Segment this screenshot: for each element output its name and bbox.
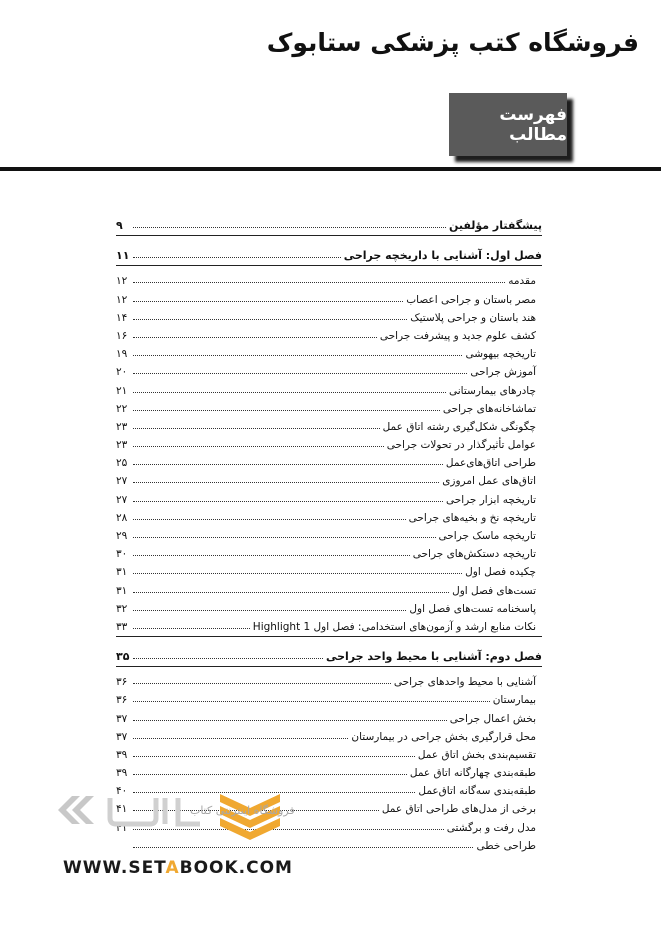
toc-entry-label: فصل اول: آشنایی با داریخچه جراحی (343, 249, 542, 263)
toc-entry-label: تاریخچه ابزار جراحی (445, 493, 536, 506)
toc-entry-label: آموزش جراحی (470, 366, 536, 379)
toc-entry-page: ۳۶ (116, 676, 128, 689)
table-of-contents (116, 214, 542, 852)
toc-entry-label: مصر باستان و جراحی اعصاب (406, 293, 536, 306)
toc-entry-label: طبقه‌بندی سه‌گانه اتاق‌عمل (418, 785, 536, 798)
toc-entry-page: ۲۹ (116, 530, 128, 542)
toc-entry-page: ۳۹ (116, 748, 128, 761)
toc-row[interactable] (116, 433, 542, 451)
toc-entry-label: طراحی خطی (476, 839, 536, 852)
toc-entry-page: ۲۰ (116, 366, 128, 379)
leader-dots (133, 282, 505, 283)
toc-row[interactable] (116, 743, 542, 761)
toc-row[interactable] (116, 706, 542, 724)
leader-dots (133, 482, 439, 483)
leader-dots (133, 319, 407, 320)
toc-row[interactable] (116, 378, 542, 396)
toc-chapter-row[interactable] (116, 643, 542, 663)
store-title: فروشگاه کتب پزشکی ستابوک (266, 28, 639, 57)
toc-entry-label: پیشگفتار مؤلفین (448, 219, 542, 233)
section-divider (116, 636, 542, 637)
leader-dots (133, 519, 406, 520)
toc-entry-page: ۳۲ (116, 602, 128, 615)
toc-entry-label: آشنایی با محیط واحدهای جراحی (393, 676, 536, 689)
toc-row[interactable] (116, 615, 542, 633)
toc-entry-label: چگونگی شکل‌گیری رشته اتاق عمل (382, 420, 536, 433)
toc-entry-page: ۱۲ (116, 275, 128, 288)
url-suffix: BOOK.COM (179, 858, 293, 878)
toc-entry-page: ۲۱ (116, 384, 128, 397)
toc-entry-label: پاسخنامه تست‌های فصل اول (409, 602, 536, 615)
leader-dots (133, 337, 377, 338)
toc-entry-label: طراحی اتاق‌های‌عمل (445, 457, 536, 470)
toc-entry-page: ۴۰ (116, 785, 128, 798)
section-divider (116, 235, 542, 236)
toc-row[interactable] (116, 287, 542, 305)
leader-dots (133, 573, 462, 574)
toc-entry-page: ۳۷ (116, 730, 128, 743)
toc-entry-label: تاریخچه بیهوشی (465, 348, 536, 361)
toc-entry-page: ۱۱ (116, 249, 130, 263)
leader-dots (133, 756, 415, 757)
chevron-arrows-icon (58, 796, 94, 824)
toc-entry-label: برخی از مدل‌های طراحی اتاق عمل (381, 803, 536, 816)
toc-entry-page: ۲۷ (116, 493, 128, 506)
toc-row[interactable] (116, 451, 542, 469)
toc-entry-page: ۳۶ (116, 694, 128, 707)
toc-row[interactable] (116, 487, 542, 505)
toc-entry-label: تاریخچه دستکش‌های جراحی (412, 548, 536, 561)
toc-row[interactable] (116, 506, 542, 524)
toc-entry-label: تماشاخانه‌های جراحی (442, 402, 536, 415)
leader-dots (133, 464, 443, 465)
toc-row[interactable] (116, 360, 542, 378)
toc-entry-label: چکیده فصل اول (465, 566, 536, 579)
toc-entry-label: مقدمه (508, 275, 536, 288)
toc-entry-page: ۳۷ (116, 712, 128, 725)
toc-row[interactable] (116, 670, 542, 688)
toc-row[interactable] (116, 342, 542, 360)
toc-entry-label: تاریخچه ماسک جراحی (438, 530, 536, 542)
toc-entry-page: ۹ (116, 219, 123, 233)
leader-dots (133, 410, 440, 411)
toc-row[interactable] (116, 324, 542, 342)
toc-entry-page: ۲۳ (116, 439, 128, 452)
toc-chapter-row[interactable] (116, 242, 542, 262)
toc-entry-page: ۳۰ (116, 548, 128, 561)
toc-entry-page: ۱۶ (116, 329, 128, 342)
leader-dots (133, 501, 443, 502)
leader-dots (133, 257, 341, 258)
leader-dots (133, 720, 447, 721)
leader-dots (133, 701, 490, 702)
toc-entry-label: طبقه‌بندی چهارگانه اتاق عمل (409, 767, 536, 780)
toc-entry-page: ۳۹ (116, 767, 128, 780)
leader-dots (133, 537, 436, 538)
watermark-tagline: فروشگاه اینترنتی کتاب (190, 804, 295, 817)
toc-entry-label: محل قرارگیری بخش جراحی در بیمارستان (351, 730, 536, 743)
top-rule (0, 167, 661, 171)
toc-heading-box (449, 93, 567, 156)
toc-entry-page: ۳۱ (116, 566, 128, 579)
url-accent: A (165, 858, 180, 878)
toc-row[interactable] (116, 542, 542, 560)
toc-entry-page: ۳۵ (116, 649, 130, 663)
toc-entry-page: ۲۵ (116, 457, 128, 470)
section-divider (116, 666, 542, 667)
leader-dots (133, 610, 406, 611)
toc-entry-page: ۴۱ (116, 803, 128, 816)
toc-row[interactable] (116, 725, 542, 743)
leader-dots (133, 628, 250, 629)
toc-row[interactable] (116, 578, 542, 596)
toc-entry-page: ۱۴ (116, 311, 128, 324)
toc-entry-page: ۴۱ (116, 821, 128, 834)
leader-dots (133, 774, 407, 775)
toc-row[interactable] (116, 397, 542, 415)
toc-entry-page: ۳۱ (116, 584, 128, 597)
toc-entry-label: نکات منابع ارشد و آزمون‌های استخدامی: فصل اول Highlight 1 (252, 620, 536, 633)
leader-dots (133, 555, 410, 556)
toc-entry-label: تقسیم‌بندی بخش اتاق عمل (417, 748, 536, 761)
leader-dots (133, 301, 403, 302)
leader-dots (133, 227, 446, 228)
toc-row[interactable] (116, 469, 542, 487)
toc-row[interactable] (116, 415, 542, 433)
toc-heading-row[interactable] (116, 214, 542, 232)
toc-entry-label: اتاق‌های عمل امروزی (442, 475, 536, 488)
toc-row[interactable] (116, 560, 542, 578)
toc-entry-page: ۲۸ (116, 511, 128, 524)
toc-row[interactable] (116, 306, 542, 324)
toc-row[interactable] (116, 524, 542, 542)
toc-entry-label: تست‌های فصل اول (452, 584, 536, 597)
toc-entry-label: هند باستان و جراحی پلاستیک (410, 311, 536, 324)
section-divider (116, 265, 542, 266)
leader-dots (133, 428, 380, 429)
toc-entry-label: کشف علوم جدید و پیشرفت جراحی (379, 329, 536, 342)
setabook-watermark-logo (50, 788, 290, 848)
toc-entry-page: ۲۳ (116, 420, 128, 433)
toc-entry-label: بیمارستان (492, 694, 536, 707)
toc-entry-label: تاریخچه نخ و بخیه‌های جراحی (408, 511, 536, 524)
toc-entry-label: عوامل تأثیرگذار در تحولات جراحی (386, 439, 536, 452)
leader-dots (133, 592, 449, 593)
toc-row[interactable] (116, 597, 542, 615)
toc-row[interactable] (116, 761, 542, 779)
toc-entry-page: ۱۹ (116, 348, 128, 361)
toc-row[interactable] (116, 688, 542, 706)
toc-row[interactable] (116, 269, 542, 287)
brand-mark-icon (110, 798, 200, 824)
toc-entry-label: فصل دوم: آشنایی با محیط واحد جراحی (325, 649, 542, 663)
stacked-books-icon (220, 794, 280, 840)
toc-entry-page: ۱۲ (116, 293, 128, 306)
toc-entry-label: بخش اعمال جراحی (449, 712, 536, 725)
leader-dots (133, 373, 467, 374)
toc-entry-page: ۳۳ (116, 620, 128, 633)
toc-entry-page: ۲۷ (116, 475, 128, 488)
toc-entry-label: چادرهای بیمارستانی (449, 384, 536, 397)
toc-heading: فهرست مطالب (499, 104, 567, 145)
footer-url[interactable] (63, 858, 293, 878)
toc-entry-label: مدل رفت و برگشتی (446, 821, 536, 834)
leader-dots (133, 738, 348, 739)
leader-dots (133, 683, 391, 684)
url-prefix: WWW.SET (63, 858, 166, 878)
leader-dots (133, 355, 462, 356)
leader-dots (133, 446, 384, 447)
leader-dots (133, 392, 446, 393)
leader-dots (133, 658, 323, 659)
toc-entry-page: ۲۲ (116, 402, 128, 415)
